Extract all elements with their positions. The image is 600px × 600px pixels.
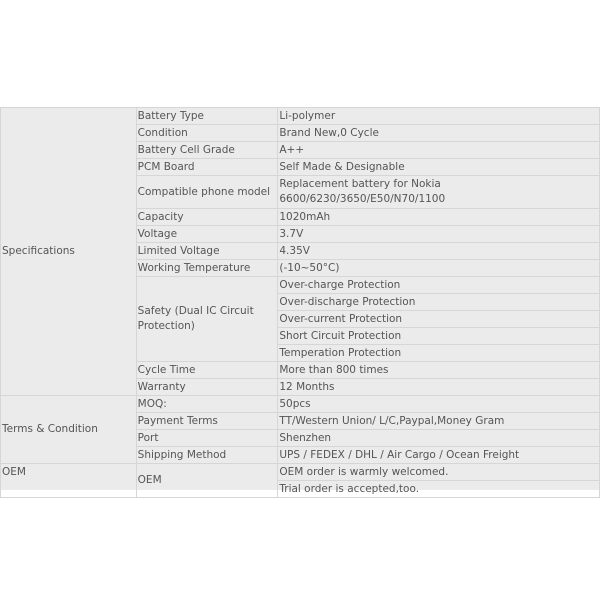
spec-label: Battery Type (136, 108, 278, 125)
spec-value: Self Made & Designable (278, 159, 600, 176)
spec-label: Limited Voltage (136, 243, 278, 260)
spec-value: Short Circuit Protection (278, 328, 600, 345)
group-label-terms: Terms & Condition (1, 396, 137, 464)
group-label-oem: OEM (1, 464, 137, 498)
table-row (1, 396, 600, 413)
spec-value: 12 Months (278, 379, 600, 396)
table-row (1, 464, 600, 481)
spec-label: Payment Terms (136, 413, 278, 430)
spec-value: Over-current Protection (278, 311, 600, 328)
spec-label: PCM Board (136, 159, 278, 176)
spec-value: Over-charge Protection (278, 277, 600, 294)
spec-value: Temperation Protection (278, 345, 600, 362)
spec-value: (-10~50°C) (278, 260, 600, 277)
spec-value: UPS / FEDEX / DHL / Air Cargo / Ocean Freight (278, 447, 600, 464)
spec-label: Capacity (136, 209, 278, 226)
spec-label: Cycle Time (136, 362, 278, 379)
spec-value: 1020mAh (278, 209, 600, 226)
product-spec-table (0, 107, 600, 498)
spec-value: Brand New,0 Cycle (278, 125, 600, 142)
spec-value: Trial order is accepted,too. (278, 481, 600, 498)
spec-label: Compatible phone model (136, 176, 278, 209)
table-row (1, 108, 600, 125)
spec-value: Shenzhen (278, 430, 600, 447)
spec-value: 3.7V (278, 226, 600, 243)
spec-label: Condition (136, 125, 278, 142)
group-label-specifications: Specifications (1, 108, 137, 396)
spec-label: Warranty (136, 379, 278, 396)
spec-value: OEM order is warmly welcomed. (278, 464, 600, 481)
spec-label: Working Temperature (136, 260, 278, 277)
spec-label: MOQ: (136, 396, 278, 413)
spec-value: Li-polymer (278, 108, 600, 125)
spec-value: 4.35V (278, 243, 600, 260)
spec-label: Port (136, 430, 278, 447)
spec-value: Over-discharge Protection (278, 294, 600, 311)
spec-label-safety: Safety (Dual IC Circuit Protection) (136, 277, 278, 362)
spec-value: Replacement battery for Nokia 6600/6230/3650/E50/N70/1100 (278, 176, 600, 209)
spec-label: Shipping Method (136, 447, 278, 464)
spec-label: Battery Cell Grade (136, 142, 278, 159)
spec-label: Voltage (136, 226, 278, 243)
spec-value: More than 800 times (278, 362, 600, 379)
spec-value: 50pcs (278, 396, 600, 413)
spec-value: A++ (278, 142, 600, 159)
spec-value: TT/Western Union/ L/C,Paypal,Money Gram (278, 413, 600, 430)
spec-label: OEM (136, 464, 278, 498)
